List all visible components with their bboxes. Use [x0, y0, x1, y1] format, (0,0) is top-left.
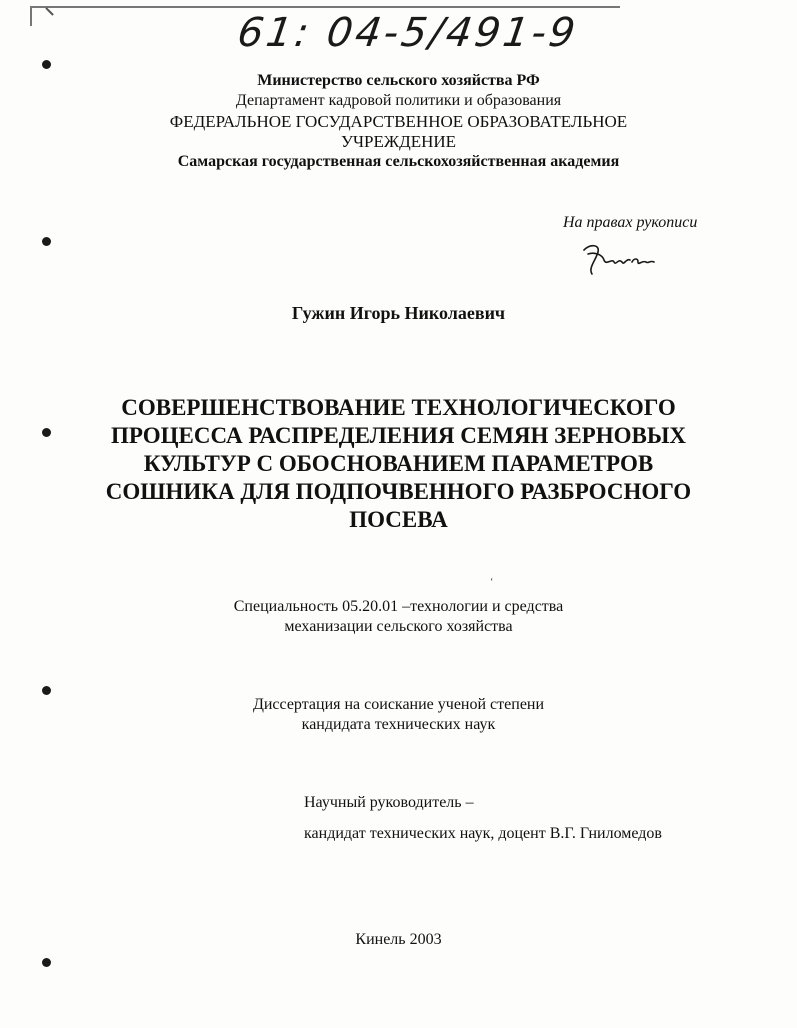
scan-corner-mark: [38, 7, 54, 23]
title-line-3: КУЛЬТУР С ОБОСНОВАНИЕМ ПАРАМЕТРОВ: [143, 451, 654, 476]
degree-line-2: кандидата технических наук: [301, 716, 496, 733]
department: Департамент кадровой политики и образования: [235, 92, 562, 109]
archive-number: 61: 04-5/491-9: [234, 10, 581, 56]
specialty-line-2: механизации сельского хозяйства: [284, 618, 513, 635]
place-year: Кинель 2003: [355, 931, 442, 948]
degree-line-1: Диссертация на соискание ученой степени: [252, 696, 545, 713]
supervisor-label: Научный руководитель –: [304, 794, 474, 811]
scan-border-top: [30, 6, 620, 8]
scan-border-left: [30, 6, 32, 26]
specialty-line-1: Специальность 05.20.01 –технологии и средства: [233, 598, 564, 615]
academy: Самарская государственная сельскохозяйственная академия: [177, 153, 620, 170]
title-line-4: СОШНИКА ДЛЯ ПОДПОЧВЕННОГО РАЗБРОСНОГО: [105, 479, 692, 504]
author-name: Гужин Игорь Николаевич: [291, 303, 506, 323]
binding-hole: [42, 237, 51, 246]
signature: [578, 240, 658, 280]
supervisor-name: кандидат технических наук, доцент В.Г. Гниломедов: [304, 825, 662, 842]
binding-hole: [42, 958, 51, 967]
title-line-5: ПОСЕВА: [349, 507, 448, 532]
institution-line-2: УЧРЕЖДЕНИЕ: [340, 132, 457, 151]
binding-hole: [42, 60, 51, 69]
binding-hole: [42, 686, 51, 695]
institution-line-1: ФЕДЕРАЛЬНОЕ ГОСУДАРСТВЕННОЕ ОБРАЗОВАТЕЛЬНОЕ: [169, 112, 628, 131]
ministry: Министерство сельского хозяйства РФ: [257, 72, 540, 89]
title-line-2: ПРОЦЕССА РАСПРЕДЕЛЕНИЯ СЕМЯН ЗЕРНОВЫХ: [110, 423, 687, 448]
title-line-1: СОВЕРШЕНСТВОВАНИЕ ТЕХНОЛОГИЧЕСКОГО: [121, 395, 676, 420]
scan-speck: ‘: [490, 577, 494, 588]
manuscript-note: На правах рукописи: [563, 214, 698, 231]
